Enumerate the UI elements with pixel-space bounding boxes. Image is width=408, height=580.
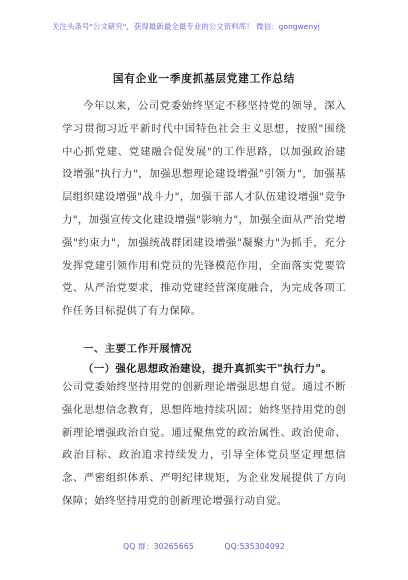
footer-qq-number: QQ:535304092 xyxy=(224,542,285,551)
subsection-paragraph: 公司党委始终坚持用党的创新理论增强思想自觉。通过不断强化思想信念教育，思想阵地持续巩固；始终坚持用党的创新理论增强政治自觉。通过聚焦党的政治属性、政治使命、政治目标、政治追求持续发力，引导全体党员坚定理想信念、严密组织体系、严明纪律规矩，为企业发展提供了方向保障；始终坚持用党的创新理论增强行动自觉。 xyxy=(62,381,346,507)
footer-qq-group: QQ 群：30265665 xyxy=(123,542,194,551)
section-heading: 一、主要工作开展情况 xyxy=(83,343,192,355)
intro-paragraph: 今年以来，公司党委始终坚定不移坚持党的领导，深入学习贯彻习近平新时代中国特色社会主义思想，按照"围绕中心抓党建、党建融合促发展"的工作思路，以加强政治建设增强"执行力"，加强思想理论建设增强"引领力"，加强基层组织建设增强"战斗力"，加强干部人才队伍建设增强"竞争力"，加强宣传文化建设增强"影响力"，加强全面从严治党增强"约束力"，加强统战群团建设增强"凝聚力"为抓手，充分发挥党建引领作用和党员的先锋模范作用，全面落实党要管党、从严治党要求，推动党建经营深度融合，为完成各项工作任务目标提供了有力保障。 xyxy=(62,100,346,318)
header-promo-text: 关注头条号"公文研究"，获得最新最全最专业的公文资料库！ 微信：gongwenyj xyxy=(52,22,320,31)
footer-contact xyxy=(0,541,408,552)
subsection-heading: （一）强化思想政治建设，提升真抓实干"执行力"。 xyxy=(83,363,333,375)
document-title: 国有企业一季度抓基层党建工作总结 xyxy=(112,73,296,85)
